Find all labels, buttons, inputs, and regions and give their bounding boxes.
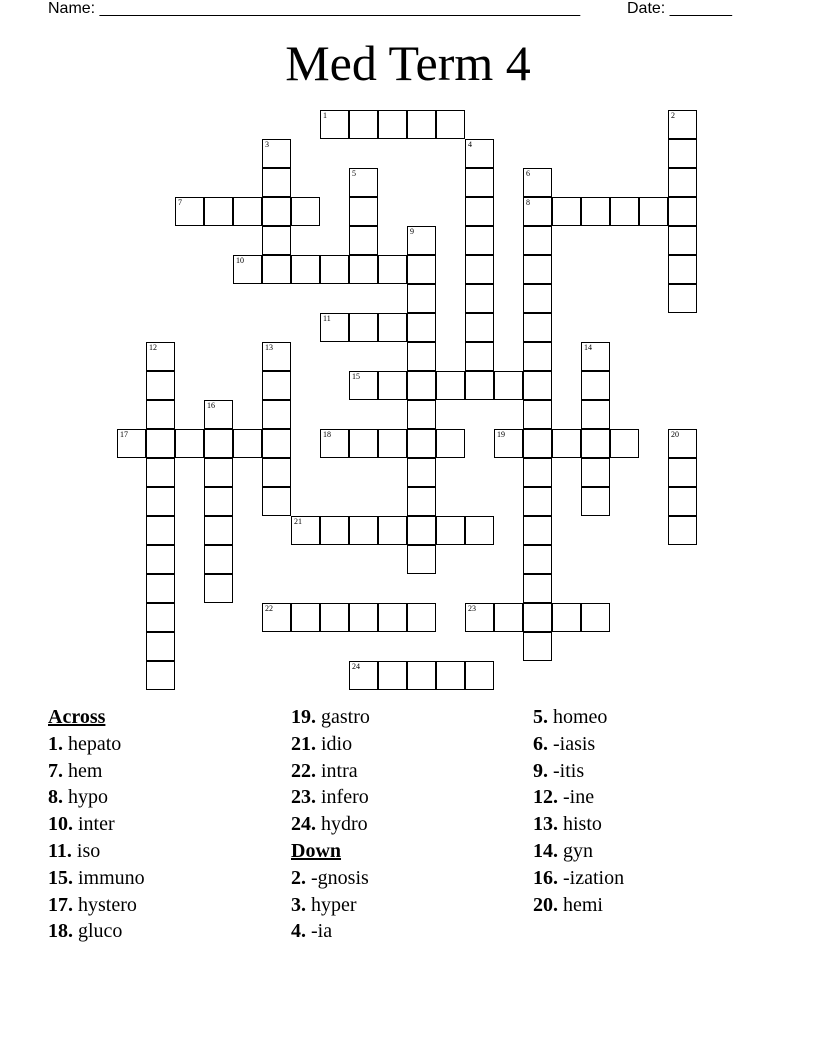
grid-cell-18[interactable] (320, 429, 349, 458)
grid-cell-6[interactable] (523, 168, 552, 197)
grid-cell[interactable] (320, 516, 349, 545)
grid-cell[interactable] (146, 545, 175, 574)
page-title: Med Term 4 (285, 35, 531, 91)
clue-text: immuno (78, 866, 145, 889)
clue-number: 21 (294, 517, 302, 526)
grid-cell[interactable] (668, 139, 697, 168)
clue-item (291, 892, 370, 919)
grid-cell-10[interactable] (233, 255, 262, 284)
clue-text: infero (321, 786, 369, 809)
grid-cell-7[interactable] (175, 197, 204, 226)
clue-text: -iasis (553, 732, 596, 755)
grid-cell[interactable] (378, 661, 407, 690)
grid-cell[interactable] (407, 661, 436, 690)
grid-cell[interactable] (407, 458, 436, 487)
grid-cell[interactable] (349, 226, 378, 255)
clue-item (291, 918, 370, 945)
grid-cell-17[interactable] (117, 429, 146, 458)
grid-cell[interactable] (378, 429, 407, 458)
grid-cell[interactable] (407, 429, 436, 458)
clue-number: 11 (323, 314, 331, 323)
clue-item (48, 758, 145, 785)
clue-number-label: 7. (48, 759, 63, 782)
grid-cell-4[interactable] (465, 139, 494, 168)
grid-cell[interactable] (204, 516, 233, 545)
clue-item (533, 704, 624, 731)
clue-item (291, 811, 370, 838)
grid-cell[interactable] (146, 661, 175, 690)
grid-cell[interactable] (639, 197, 668, 226)
grid-cell[interactable] (494, 371, 523, 400)
clue-number-label: 17. (48, 893, 73, 916)
clue-text: gyn (563, 839, 593, 862)
grid-cell[interactable] (146, 458, 175, 487)
clue-item (533, 784, 624, 811)
section-heading-down: Down (291, 839, 342, 862)
clue-item (533, 731, 624, 758)
grid-cell[interactable] (349, 603, 378, 632)
grid-cell-16[interactable] (204, 400, 233, 429)
grid-cell[interactable] (349, 313, 378, 342)
clue-number-label: 4. (291, 920, 306, 943)
grid-cell[interactable] (349, 197, 378, 226)
clue-number: 6 (526, 169, 530, 178)
grid-cell[interactable] (407, 110, 436, 139)
clue-item (48, 838, 145, 865)
grid-cell[interactable] (523, 400, 552, 429)
clue-text: -ine (563, 786, 595, 809)
clue-heading-line (291, 838, 370, 865)
grid-cell[interactable] (262, 255, 291, 284)
grid-cell[interactable] (552, 197, 581, 226)
grid-cell-12[interactable] (146, 342, 175, 371)
clue-number: 20 (671, 430, 679, 439)
clue-number: 8 (526, 198, 530, 207)
grid-cell-9[interactable] (407, 226, 436, 255)
grid-cell[interactable] (146, 429, 175, 458)
clue-text: hypo (68, 786, 108, 809)
clue-text: -ia (311, 920, 333, 943)
grid-cell[interactable] (146, 603, 175, 632)
clue-number: 19 (497, 430, 505, 439)
clue-number: 24 (352, 662, 360, 671)
grid-cell-22[interactable] (262, 603, 291, 632)
clue-number-label: 21. (291, 732, 316, 755)
clue-item (533, 865, 624, 892)
grid-cell[interactable] (523, 458, 552, 487)
clue-item (48, 784, 145, 811)
clue-number-label: 24. (291, 813, 316, 836)
grid-cell[interactable] (204, 574, 233, 603)
clue-text: hydro (321, 813, 368, 836)
grid-cell[interactable] (552, 429, 581, 458)
clue-column-2 (291, 704, 370, 945)
grid-cell-19[interactable] (494, 429, 523, 458)
grid-cell-20[interactable] (668, 429, 697, 458)
clue-number: 5 (352, 169, 356, 178)
grid-cell[interactable] (349, 255, 378, 284)
grid-cell[interactable] (523, 603, 552, 632)
clue-number: 2 (671, 111, 675, 120)
grid-cell[interactable] (581, 429, 610, 458)
grid-cell[interactable] (291, 255, 320, 284)
grid-cell[interactable] (262, 197, 291, 226)
grid-cell[interactable] (668, 284, 697, 313)
clue-number-label: 9. (533, 759, 548, 782)
clue-item (533, 892, 624, 919)
grid-cell[interactable] (407, 255, 436, 284)
grid-cell[interactable] (146, 574, 175, 603)
clue-number-label: 11. (48, 839, 72, 862)
clue-number: 23 (468, 604, 476, 613)
grid-cell[interactable] (465, 255, 494, 284)
grid-cell[interactable] (668, 458, 697, 487)
grid-cell[interactable] (262, 168, 291, 197)
clue-item (48, 918, 145, 945)
grid-cell[interactable] (262, 400, 291, 429)
clue-number: 22 (265, 604, 273, 613)
clue-number-label: 6. (533, 732, 548, 755)
grid-cell[interactable] (378, 110, 407, 139)
grid-cell-2[interactable] (668, 110, 697, 139)
clue-text: iso (76, 839, 101, 862)
clue-column-3 (533, 704, 624, 918)
clue-number: 9 (410, 227, 414, 236)
clue-text: -itis (553, 759, 585, 782)
clue-number-label: 10. (48, 813, 73, 836)
date-field-label[interactable]: Date: _______ (627, 0, 732, 17)
clue-item (291, 758, 370, 785)
grid-cell[interactable] (204, 487, 233, 516)
clue-column-1 (48, 704, 145, 945)
grid-cell[interactable] (291, 603, 320, 632)
clue-number-label: 8. (48, 786, 63, 809)
clue-text: -gnosis (311, 866, 369, 889)
clue-text: gastro (321, 706, 370, 728)
grid-cell[interactable] (233, 197, 262, 226)
grid-cell[interactable] (378, 313, 407, 342)
grid-cell[interactable] (523, 313, 552, 342)
grid-cell[interactable] (523, 342, 552, 371)
grid-cell[interactable] (407, 284, 436, 313)
grid-cell[interactable] (581, 487, 610, 516)
grid-cell-23[interactable] (465, 603, 494, 632)
grid-cell-3[interactable] (262, 139, 291, 168)
grid-cell[interactable] (523, 487, 552, 516)
grid-cell-8[interactable] (523, 197, 552, 226)
clue-number: 4 (468, 140, 472, 149)
grid-cell[interactable] (436, 516, 465, 545)
clue-number-label: 13. (533, 813, 558, 836)
clue-text: hystero (78, 893, 137, 916)
grid-cell[interactable] (523, 574, 552, 603)
clue-item (48, 865, 145, 892)
grid-cell[interactable] (262, 226, 291, 255)
grid-cell[interactable] (581, 197, 610, 226)
clue-item (291, 865, 370, 892)
grid-cell[interactable] (465, 284, 494, 313)
grid-cell[interactable] (407, 516, 436, 545)
name-field-label[interactable]: Name: ______________________________________________________ (48, 0, 581, 17)
clue-text: homeo (553, 706, 608, 728)
clue-number: 17 (120, 430, 128, 439)
grid-cell[interactable] (552, 603, 581, 632)
clue-number: 7 (178, 198, 182, 207)
grid-cell-21[interactable] (291, 516, 320, 545)
clue-number-label: 1. (48, 732, 63, 755)
grid-cell[interactable] (146, 632, 175, 661)
grid-cell[interactable] (581, 458, 610, 487)
grid-cell[interactable] (581, 603, 610, 632)
grid-cell[interactable] (465, 342, 494, 371)
grid-cell[interactable] (494, 603, 523, 632)
clue-number-label: 22. (291, 759, 316, 782)
clue-item (291, 731, 370, 758)
grid-cell[interactable] (668, 197, 697, 226)
grid-cell[interactable] (610, 429, 639, 458)
grid-cell[interactable] (465, 168, 494, 197)
clue-text: gluco (78, 920, 123, 943)
clue-text: hemi (563, 893, 603, 916)
grid-cell[interactable] (146, 371, 175, 400)
grid-cell[interactable] (407, 313, 436, 342)
grid-cell[interactable] (146, 516, 175, 545)
grid-cell[interactable] (204, 545, 233, 574)
clue-number: 15 (352, 372, 360, 381)
grid-cell[interactable] (204, 197, 233, 226)
grid-cell[interactable] (465, 197, 494, 226)
grid-cell[interactable] (146, 400, 175, 429)
grid-cell-24[interactable] (349, 661, 378, 690)
grid-cell[interactable] (407, 603, 436, 632)
clue-number: 16 (207, 401, 215, 410)
grid-cell[interactable] (668, 255, 697, 284)
clue-item (48, 731, 145, 758)
grid-cell[interactable] (320, 603, 349, 632)
clue-number-label: 14. (533, 839, 558, 862)
clue-item (533, 838, 624, 865)
grid-cell[interactable] (436, 429, 465, 458)
clue-number: 13 (265, 343, 273, 352)
grid-cell[interactable] (378, 255, 407, 284)
clue-text: inter (78, 813, 115, 836)
grid-cell[interactable] (436, 661, 465, 690)
clue-number: 3 (265, 140, 269, 149)
grid-cell[interactable] (465, 226, 494, 255)
clue-text: hyper (311, 893, 357, 916)
grid-cell[interactable] (233, 429, 262, 458)
clue-number-label: 16. (533, 866, 558, 889)
grid-cell[interactable] (523, 284, 552, 313)
grid-cell[interactable] (465, 516, 494, 545)
grid-cell[interactable] (523, 632, 552, 661)
grid-cell[interactable] (407, 400, 436, 429)
clue-text: idio (321, 732, 353, 755)
clue-number: 14 (584, 343, 592, 352)
grid-cell[interactable] (291, 197, 320, 226)
grid-cell[interactable] (320, 255, 349, 284)
clue-text: intra (321, 759, 358, 782)
grid-cell[interactable] (465, 371, 494, 400)
clue-number: 1 (323, 111, 327, 120)
grid-cell[interactable] (523, 226, 552, 255)
clue-item (48, 892, 145, 919)
grid-cell[interactable] (378, 603, 407, 632)
grid-cell[interactable] (581, 371, 610, 400)
grid-cell[interactable] (610, 197, 639, 226)
grid-cell[interactable] (204, 458, 233, 487)
grid-cell[interactable] (523, 255, 552, 284)
clue-item (48, 811, 145, 838)
clue-item (291, 704, 370, 731)
grid-cell[interactable] (262, 487, 291, 516)
grid-cell[interactable] (523, 371, 552, 400)
grid-cell-15[interactable] (349, 371, 378, 400)
grid-cell[interactable] (407, 371, 436, 400)
clue-number-label: 20. (533, 893, 558, 916)
grid-cell[interactable] (262, 458, 291, 487)
grid-cell[interactable] (436, 110, 465, 139)
grid-cell[interactable] (262, 429, 291, 458)
grid-cell[interactable] (378, 516, 407, 545)
clue-text: hem (68, 759, 103, 782)
grid-cell[interactable] (465, 661, 494, 690)
clue-number-label: 15. (48, 866, 73, 889)
grid-cell[interactable] (204, 429, 233, 458)
grid-cell[interactable] (436, 371, 465, 400)
grid-cell[interactable] (407, 487, 436, 516)
clue-number-label: 23. (291, 786, 316, 809)
grid-cell[interactable] (146, 487, 175, 516)
grid-cell[interactable] (349, 110, 378, 139)
grid-cell-1[interactable] (320, 110, 349, 139)
grid-cell-14[interactable] (581, 342, 610, 371)
clue-text: -ization (563, 866, 625, 889)
clue-number-label: 12. (533, 786, 558, 809)
grid-cell[interactable] (175, 429, 204, 458)
section-heading-across: Across (48, 706, 106, 728)
grid-cell[interactable] (407, 545, 436, 574)
grid-cell-11[interactable] (320, 313, 349, 342)
grid-cell[interactable] (523, 429, 552, 458)
clue-number: 18 (323, 430, 331, 439)
grid-cell[interactable] (349, 429, 378, 458)
grid-cell[interactable] (378, 371, 407, 400)
grid-cell-13[interactable] (262, 342, 291, 371)
clue-text: hepato (68, 732, 122, 755)
clue-number-label: 18. (48, 920, 73, 943)
clue-text: histo (563, 813, 602, 836)
grid-cell[interactable] (668, 168, 697, 197)
clue-item (533, 811, 624, 838)
grid-cell[interactable] (581, 400, 610, 429)
clue-number-label: 2. (291, 866, 306, 889)
grid-cell[interactable] (668, 516, 697, 545)
clue-item (291, 784, 370, 811)
clue-number-label: 19. (291, 706, 316, 728)
clue-heading-line (48, 704, 145, 731)
grid-cell[interactable] (262, 371, 291, 400)
grid-cell[interactable] (407, 342, 436, 371)
grid-cell[interactable] (668, 226, 697, 255)
grid-cell[interactable] (523, 545, 552, 574)
clue-item (533, 758, 624, 785)
grid-cell[interactable] (349, 516, 378, 545)
grid-cell[interactable] (465, 313, 494, 342)
grid-cell[interactable] (523, 516, 552, 545)
grid-cell-5[interactable] (349, 168, 378, 197)
grid-cell[interactable] (668, 487, 697, 516)
clue-number: 12 (149, 343, 157, 352)
clue-number-label: 3. (291, 893, 306, 916)
clue-number-label: 5. (533, 706, 548, 728)
clue-number: 10 (236, 256, 244, 265)
